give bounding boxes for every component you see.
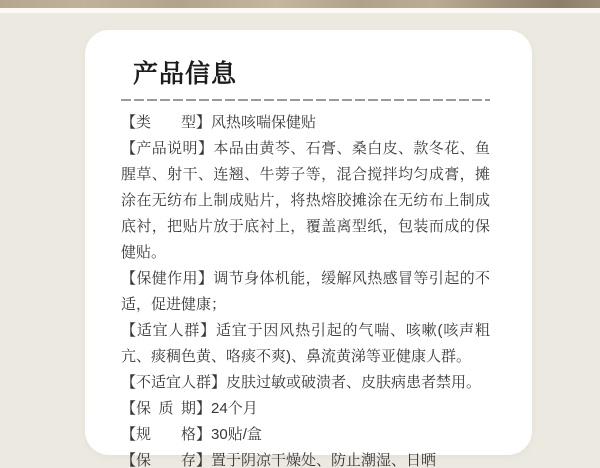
field-type-value: 风热咳喘保健贴 xyxy=(211,114,317,131)
field-description-value: 本品由黄芩、石膏、桑白皮、款冬花、鱼腥草、射干、连翘、牛蒡子等，混合搅拌均匀成膏，摊涂在无纺布上制成贴片，将热熔胶摊涂在无纺布上制成底衬，把贴片放于底衬上，覆盖离型纸，包装而成的保健贴。 xyxy=(121,140,490,261)
field-suitable-group-value: 适宜于因风热引起的气喘、咳嗽(咳声粗亢、痰稠色黄、咯痰不爽)、鼻流黄涕等亚健康人群。 xyxy=(121,322,490,365)
field-shelf-life-value: 24个月 xyxy=(211,400,258,417)
field-type xyxy=(121,110,490,136)
field-shelf-life xyxy=(121,396,490,422)
field-health-function-value: 调节身体机能，缓解风热感冒等引起的不适，促进健康； xyxy=(121,270,490,313)
field-unsuitable-group-value: 皮肤过敏或破溃者、皮肤病患者禁用。 xyxy=(226,374,482,391)
field-type-label: 【类 型】 xyxy=(121,114,212,131)
field-specification xyxy=(121,422,490,448)
product-info-card xyxy=(85,30,532,468)
field-storage-label: 【保 存】 xyxy=(121,452,212,468)
field-shelf-life-label: 【保 质 期】 xyxy=(121,400,212,417)
field-storage xyxy=(121,448,490,468)
page-title: 产品信息 xyxy=(133,60,238,88)
wood-texture-top-bar xyxy=(0,0,600,8)
field-health-function xyxy=(121,266,490,318)
top-highlight-line xyxy=(0,8,600,13)
field-unsuitable-group-label: 【不适宜人群】 xyxy=(121,374,227,391)
field-description xyxy=(121,136,490,266)
field-unsuitable-group xyxy=(121,370,490,396)
field-description-label: 【产品说明】 xyxy=(121,140,214,157)
dashed-divider xyxy=(121,99,490,101)
field-health-function-label: 【保健作用】 xyxy=(121,270,214,287)
product-fields xyxy=(121,110,490,468)
field-suitable-group-label: 【适宜人群】 xyxy=(121,322,216,339)
field-storage-value: 置于阴凉干燥处、防止潮湿、日晒 xyxy=(211,452,437,468)
field-specification-value: 30贴/盒 xyxy=(211,426,262,443)
field-specification-label: 【规 格】 xyxy=(121,426,212,443)
field-suitable-group xyxy=(121,318,490,370)
